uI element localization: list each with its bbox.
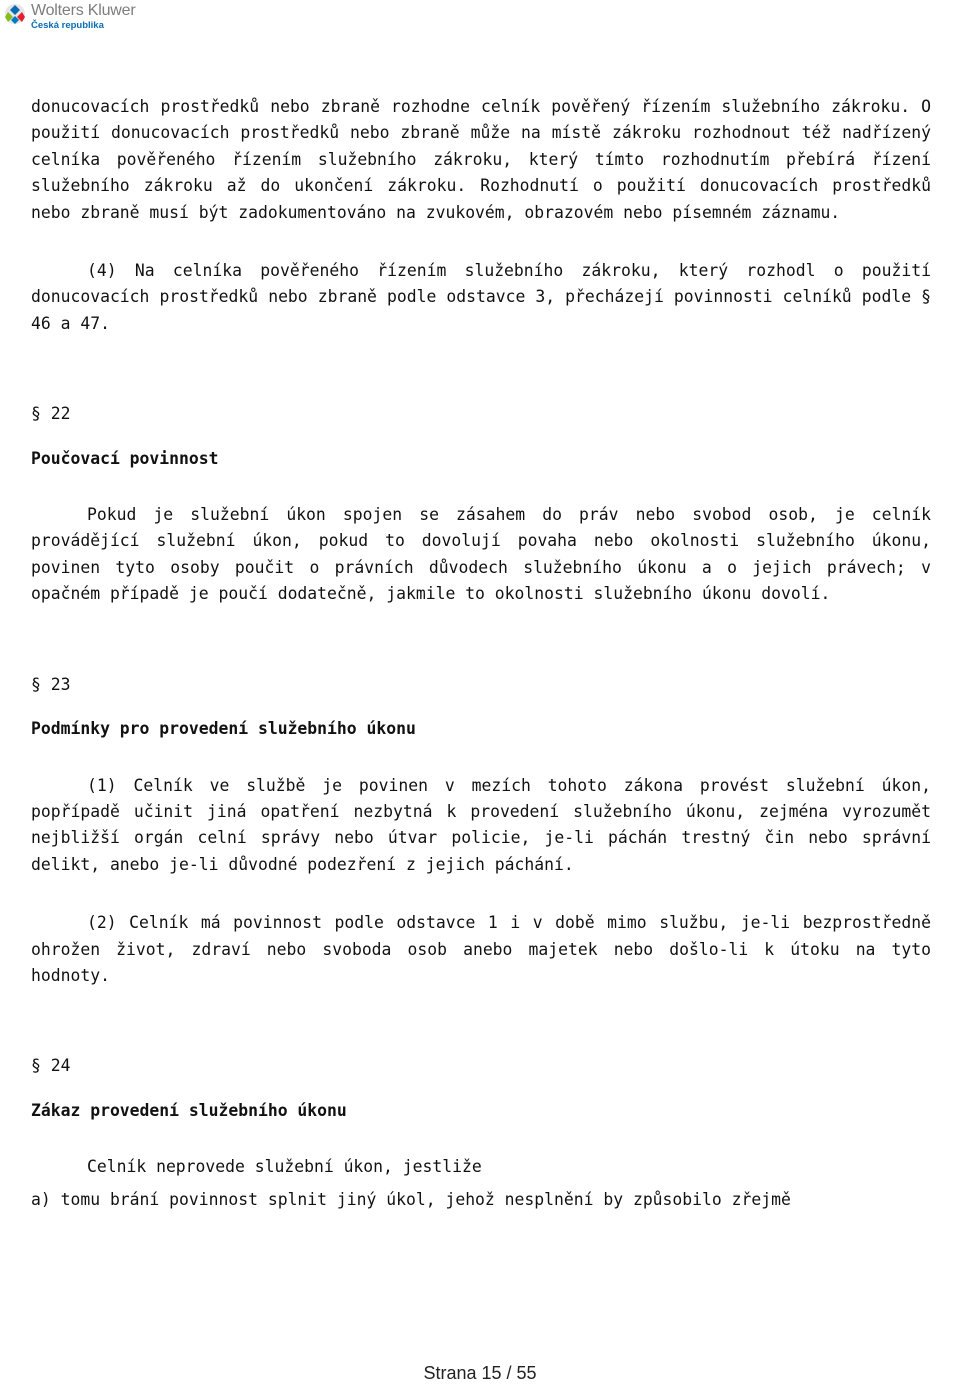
page-number: Strana 15 / 55 xyxy=(423,1363,537,1383)
section-23-paragraph-2: (2) Celník má povinnost podle odstavce 1 i v době mimo službu, je-li bezprostředně ohrožen život, zdraví nebo svoboda osob anebo majetek nebo došlo-li k útoku na tyto hodnoty. xyxy=(31,913,931,985)
section-24-number: § 24 xyxy=(31,1056,71,1076)
section-24-item-a: a) tomu brání povinnost splnit jiný úkol, jehož nesplnění by způsobilo zřejmě xyxy=(31,1189,791,1209)
section-22-title: Poučovací povinnost xyxy=(31,448,219,468)
wolters-kluwer-logo-icon xyxy=(4,3,26,25)
header-logo xyxy=(4,3,136,31)
paragraph-4: (4) Na celníka pověřeného řízením služebního zákroku, který rozhodl o použití donucovacích prostředků nebo zbraně podle odstavce 3, přecházejí povinnosti celníků podle § 46 a 47. xyxy=(31,261,931,333)
section-23-title: Podmínky pro provedení služebního úkonu xyxy=(31,719,416,739)
section-24-title: Zákaz provedení služebního úkonu xyxy=(31,1100,347,1120)
section-24-intro: Celník neprovede služební úkon, jestliže xyxy=(87,1157,482,1177)
section-22-number: § 22 xyxy=(31,404,71,424)
paragraph-continuation: donucovacích prostředků nebo zbraně rozhodne celník pověřený řízením služebního zákroku. O použití donucovacích prostředků nebo zbraně může na místě zákroku rozhodnout též nadřízený celníka pověřeného řízením služebního zákroku, který tímto rozhodnutím přebírá řízení služebního zákroku až do ukončení zákroku. Rozhodnutí o použití donucovacích prostředků nebo zbraně musí být zadokumentováno na zvukovém, obrazovém nebo písemném záznamu. xyxy=(31,97,931,222)
section-23-number: § 23 xyxy=(31,674,71,694)
brand-subtitle: Česká republika xyxy=(31,20,104,31)
section-23-paragraph-1: (1) Celník ve službě je povinen v mezích tohoto zákona provést služební úkon, popřípadě učinit jiná opatření nezbytná k provedení služebního úkonu, zejména vyrozumět nejbližší orgán celní správy nebo útvar policie, je-li páchán trestný čin nebo správní delikt, anebo je-li důvodné podezření z jejich páchání. xyxy=(31,775,931,874)
section-22-paragraph: Pokud je služební úkon spojen se zásahem do práv nebo svobod osob, je celník provádějící služební úkon, pokud to dovolují povaha nebo okolnosti služebního úkonu, povinen tyto osoby poučit o právních důvodech služebního úkonu a o jejich právech; v opačném případě je poučí dodatečně, jakmile to okolnosti služebního úkonu dovolí. xyxy=(31,505,931,604)
document-body xyxy=(31,94,931,1213)
brand-name: Wolters Kluwer xyxy=(31,2,136,19)
